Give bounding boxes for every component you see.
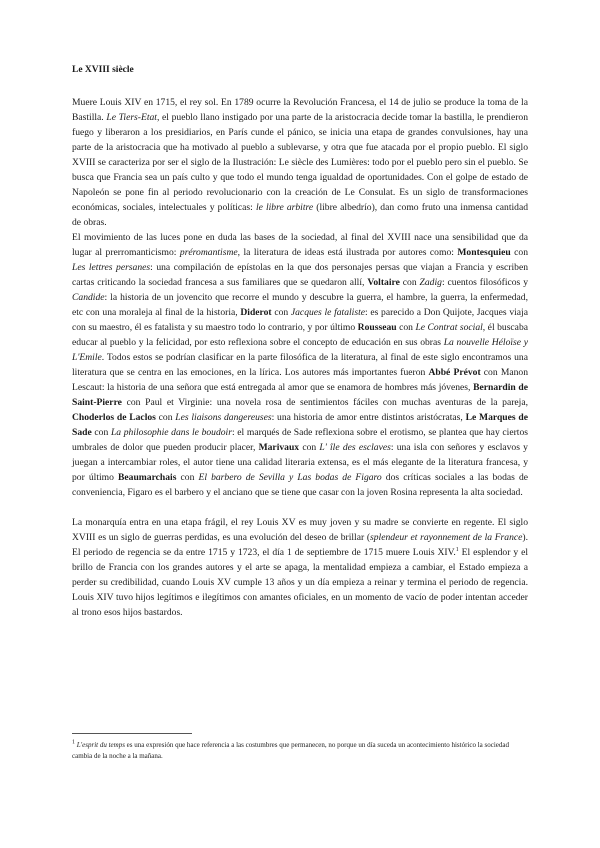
text-run: Le Contrat social (415, 322, 483, 333)
text-run: Marivaux (258, 442, 300, 453)
text-run: Voltaire (367, 277, 400, 288)
footnote (72, 740, 528, 762)
text-run: L'esprit du temps (76, 741, 125, 749)
text-run: L' île des esclaves (319, 442, 391, 453)
text-run: le libre arbitre (255, 202, 314, 213)
text-run: : una compilación de epístolas en la que dos personajes persas que viajan a Francia y escriben cartas criticando la sociedad francesa a sus familiares que se quedaron allí, (72, 262, 528, 288)
footnote-marker: 1 (455, 546, 459, 553)
text-run: Rousseau (357, 322, 397, 333)
text-run: : el marqués de Sade reflexiona sobre el erotismo, se plantea que hay ciertos umbrales de dolor que pueden producir placer, (72, 427, 528, 453)
text-run: La philosophie dans le boudoir (110, 427, 232, 438)
section-heading: Le XVIII siècle (72, 65, 134, 75)
text-run: . Todos estos se podrían clasificar en la parte filosófica de la literatura, al final de este siglo encontramos una literatura que se centra en las emociones, en la lírica. Los autores más importantes fueron (72, 352, 528, 378)
text-run: Montesquieu (457, 247, 511, 258)
footnote-divider (72, 733, 192, 734)
text-run: Diderot (240, 307, 272, 318)
text-run: , la literatura de ideas está ilustrada por autores como: (237, 247, 458, 258)
text-run: con Paul et Virginie: una novela rosa de sentimientos fáciles con muchas aventuras de la pareja, (121, 397, 528, 408)
text-run: splendeur et rayonnement de la France (370, 532, 523, 543)
text-run: Abbé Prévot (428, 367, 481, 378)
text-run: , el pueblo llano instigado por una parte de la aristocracia decide tomar la bastilla, le prendieron fuego y liberaron a los presidiarios, en París cunde el pánico, se inicia una etapa de grandes convulsiones, hay una parte de la aristocracia que ha motivado al pueblo a sublevarse, y otra que fue atacada por el propio pueblo. El siglo XVIII se caracteriza por ser el siglo de la Ilustración: Le siècle des Lumières: todo por el pueblo pero sin el pueblo. Se busca que Francia sea un país culto y que todo el mundo tenga igualdad de oportunidades. Con el golpe de estado de Napoleón se pone fin al periodo revolucionario con la creación de Le Consulat. Es un siglo de transformaciones económicas, sociales, intelectuales y políticas: (72, 112, 529, 213)
text-run: Zadig (419, 277, 442, 288)
text-run: Choderlos de Laclos (72, 412, 156, 423)
text-run: préromantisme (179, 247, 238, 258)
text-run: con (299, 442, 320, 453)
text-run: La nouvelle Héloïse y L'Emile (72, 337, 528, 363)
paragraph-3 (72, 515, 528, 620)
text-run: : cuentos filosóficos y (441, 277, 528, 288)
text-run: con (510, 247, 528, 258)
text-run: con (176, 472, 199, 483)
text-run: El esplendor y el brillo de Francia con los grandes autores y el arte se apaga, la mentalidad empieza a cambiar, el Estado empieza a perder su credibilidad, cuando Louis XV cumple 13 años y un día empieza a reinar y termina el periodo de regencia. Louis XIV tuvo hijos legítimos e ilegítimos con amantes oficiales, en un momento de vacío de poder intentan acceder al trono esos hijos bastardos. (72, 547, 528, 618)
text-run: Les liaisons dangereuses (175, 412, 272, 423)
text-run: El barbero de Sevilla y Las bodas de Figaro (198, 472, 382, 483)
text-run: : una isla con señores y esclavos y juegan a intercambiar roles, el autor tiene una calidad literaria extensa, es el más elegante de la literatura francesa, y por último (72, 442, 528, 483)
text-run: Candide (72, 292, 105, 303)
document-body (72, 64, 528, 620)
text-run: con Manon Lescaut: la historia de una señora que está entregada al amor que se enamora de hombres más jóvenes, (72, 367, 528, 393)
text-run: Le Tiers-Etat (106, 112, 157, 123)
text-run: con (155, 412, 176, 423)
text-run: ). El periodo de regencia se da entre 1715 y 1723, el día 1 de septiembre de 1715 muere Louis XIV. (72, 532, 528, 558)
footnote-marker: 1 (72, 739, 75, 746)
paragraph-1 (72, 95, 528, 230)
text-run: : una historia de amor entre distintos aristócratas, (271, 412, 466, 423)
text-run: La monarquía entra en una etapa frágil, el rey Louis XV es muy joven y su madre se convierte en regente. El siglo XVIII es un siglo de guerras perdidas, es una evolución del deseo de brillar ( (72, 517, 528, 543)
text-run: Jacques le fataliste (290, 307, 365, 318)
text-run: Beaumarchais (118, 472, 177, 483)
paragraph-2 (72, 230, 528, 500)
text-run: Les lettres persanes (72, 262, 151, 273)
text-run: , él buscaba educar al pueblo y la felicidad, por esto reflexiona sobre el concepto de educación en sus obras (72, 322, 528, 348)
text-run: Le Marques de Sade (72, 412, 528, 438)
text-run: Muere Louis XIV en 1715, el rey sol. En 1789 ocurre la Revolución Francesa, el 14 de julio se produce la toma de la Bastilla. (72, 97, 528, 123)
text-run: dos críticas sociales a las bodas de conveniencia, Figaro es el barbero y el anciano que se tiene que casar con la joven Rosina representa la alta sociedad. (72, 472, 528, 498)
text-run: El movimiento de las luces pone en duda las bases de la sociedad, al final del XVIII nace una sensibilidad que da lugar al prerromanticismo: (72, 232, 528, 258)
text-run: : la historia de un jovencito que recorre el mundo y descubre la guerra, el hambre, la guerra, la enfermedad, etc con una moraleja al final de la historia, (72, 292, 528, 318)
text-run: con (91, 427, 111, 438)
text-run: : es parecido a Don Quijote, Jacques viaja con su maestro, él es fatalista y su maestro todo lo contrario, y por último (72, 307, 528, 333)
text-run: es una expresión que hace referencia a las costumbres que permanecen, no porque un día suceda un acontecimiento histórico la sociedad cambia de la noche a la mañana. (72, 741, 509, 760)
text-run: con (396, 322, 416, 333)
text-run: con (271, 307, 291, 318)
text-run: con (399, 277, 420, 288)
text-run: Bernardin de Saint-Pierre (72, 382, 529, 408)
text-run: (libre albedrío), dan como fruto una inmensa cantidad de obras. (72, 202, 529, 228)
